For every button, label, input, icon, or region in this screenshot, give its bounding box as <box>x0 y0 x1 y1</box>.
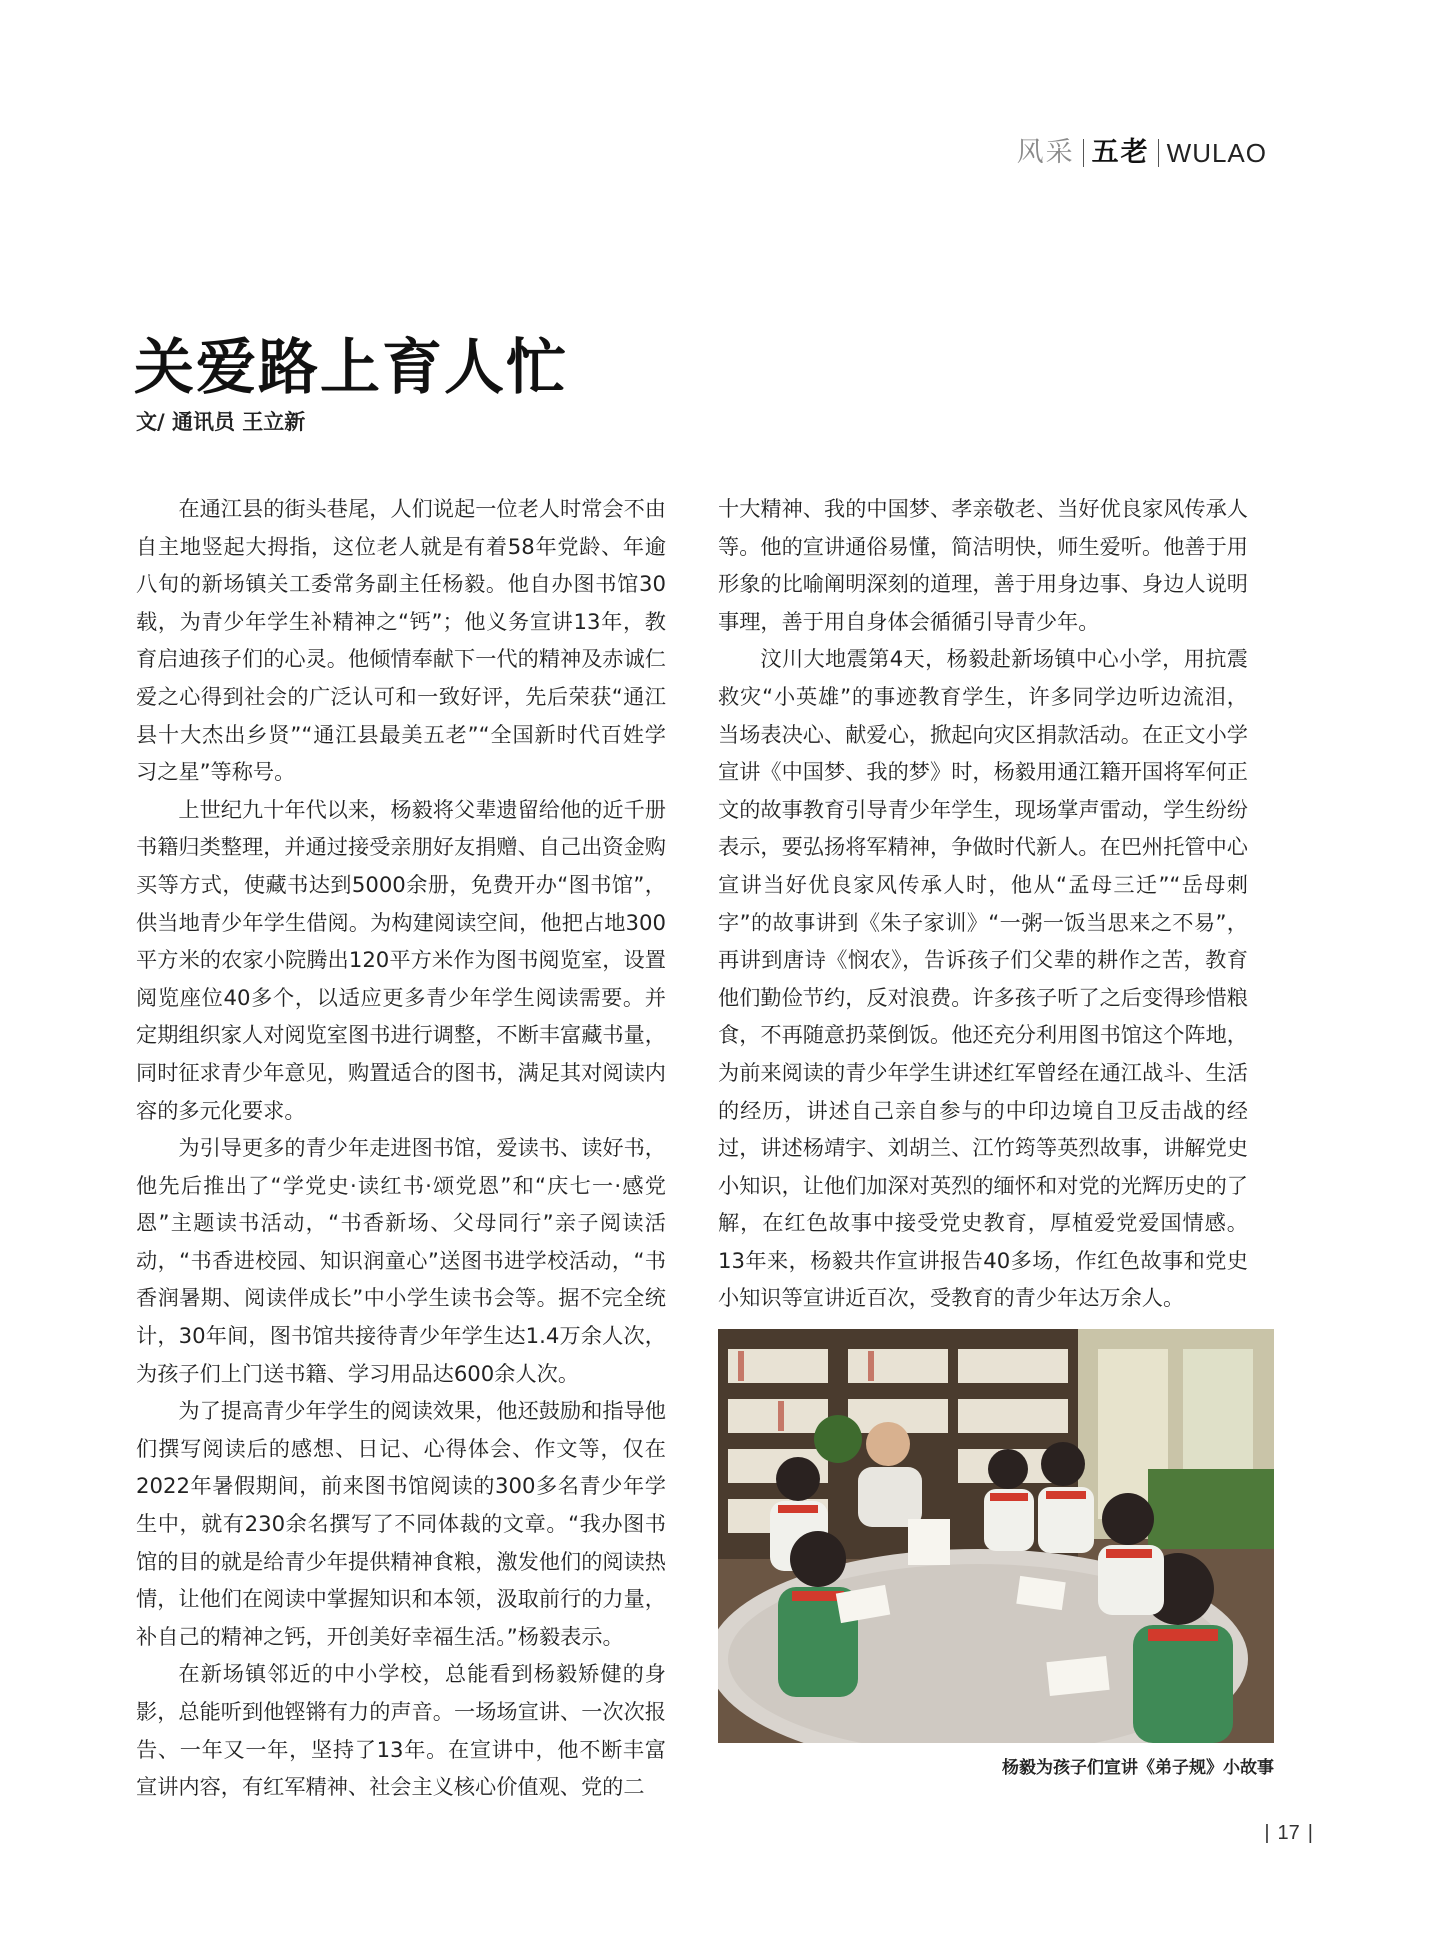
photo-caption: 杨毅为孩子们宣讲《弟子规》小故事 <box>1002 1758 1274 1778</box>
article-paragraph: 为了提高青少年学生的阅读效果，他还鼓励和指导他们撰写阅读后的感想、日记、心得体会、作文等，仅在2022年暑假期间，前来图书馆阅读的300多名青少年学生中，就有230余名撰写了不同体裁的文章。“我办图书馆的目的就是给青少年提供精神食粮，激发他们的阅读热情，让他们在阅读中掌握知识和本领，汲取前行的力量，补自己的精神之钙，开创美好幸福生活。”杨毅表示。 <box>136 1398 666 1649</box>
article-paragraph: 为引导更多的青少年走进图书馆，爱读书、读好书，他先后推出了“学党史·读红书·颂党恩”和“庆七一·感党恩”主题读书活动，“书香新场、父母同行”亲子阅读活动，“书香进校园、知识润童心”送图书进学校活动，“书香润暑期、阅读伴成长”中小学生读书会等。据不完全统计，30年间，图书馆共接待青少年学生达1.4万余人次，为孩子们上门送书籍、学习用品达600余人次。 <box>136 1135 666 1386</box>
article-title: 关爱路上育人忙 <box>134 333 568 403</box>
column-english-label: WULAO <box>1166 138 1267 168</box>
article-paragraph: 在新场镇邻近的中小学校，总能看到杨毅矫健的身影，总能听到他铿锵有力的声音。一场场宣讲、一次次报告、一年又一年，坚持了13年。在宣讲中，他不断丰富宣讲内容，有红军精神、社会主义核心价值观、党的二 <box>136 1661 666 1800</box>
article-byline: 文/ 通讯员 王立新 <box>136 410 306 434</box>
page-number-bar: | <box>1307 1822 1313 1844</box>
article-paragraph: 在通江县的街头巷尾，人们说起一位老人时常会不由自主地竖起大拇指，这位老人就是有着58年党龄、年逾八旬的新场镇关工委常务副主任杨毅。他自办图书馆30载，为青少年学生补精神之“钙”；他义务宣讲13年，教育启迪孩子们的心灵。他倾情奉献下一代的精神及赤诚仁爱之心得到社会的广泛认可和一致好评，先后荣获“通江县十大杰出乡贤”“通江县最美五老”“全国新时代百姓学习之星”等称号。 <box>136 496 666 785</box>
article-left-column <box>136 490 666 1806</box>
column-label: 五老 <box>1091 137 1150 168</box>
page-number-bar: | <box>1264 1822 1270 1844</box>
page-number-value: 17 <box>1277 1822 1300 1844</box>
article-right-column <box>718 490 1248 1317</box>
article-paragraph: 上世纪九十年代以来，杨毅将父辈遗留给他的近千册书籍归类整理，并通过接受亲朋好友捐赠、自己出资金购买等方式，使藏书达到5000余册，免费开办“图书馆”，供当地青少年学生借阅。为构建阅读空间，他把占地300平方米的农家小院腾出120平方米作为图书阅览室，设置阅览座位40多个，以适应更多青少年学生阅读需要。并定期组织家人对阅览室图书进行调整，不断丰富藏书量，同时征求青少年意见，购置适合的图书，满足其对阅读内容的多元化要求。 <box>136 796 666 1123</box>
page-header <box>1017 136 1267 170</box>
header-divider <box>1083 139 1084 167</box>
page-number <box>1264 1822 1313 1845</box>
reading-room-illustration <box>718 1329 1274 1743</box>
article-paragraph: 汶川大地震第4天，杨毅赴新场镇中心小学，用抗震救灾“小英雄”的事迹教育学生，许多同学边听边流泪，当场表决心、献爱心，掀起向灾区捐款活动。在正文小学宣讲《中国梦、我的梦》时，杨毅用通江籍开国将军何正文的故事教育引导青少年学生，现场掌声雷动，学生纷纷表示，要弘扬将军精神，争做时代新人。在巴州托管中心宣讲当好优良家风传承人时，他从“孟母三迁”“岳母刺字”的故事讲到《朱子家训》“一粥一饭当思来之不易”，再讲到唐诗《悯农》，告诉孩子们父辈的耕作之苦，教育他们勤俭节约，反对浪费。许多孩子听了之后变得珍惜粮食，不再随意扔菜倒饭。他还充分利用图书馆这个阵地，为前来阅读的青少年学生讲述红军曾经在通江战斗、生活的经历，讲述自己亲自参与的中印边境自卫反击战的经过，讲述杨靖宇、刘胡兰、江竹筠等英烈故事，讲解党史小知识，让他们加深对英烈的缅怀和对党的光辉历史的了解，在红色故事中接受党史教育，厚植爱党爱国情感。13年来，杨毅共作宣讲报告40多场，作红色故事和党史小知识等宣讲近百次，受教育的青少年达万余人。 <box>718 646 1248 1311</box>
article-paragraph: 十大精神、我的中国梦、孝亲敬老、当好优良家风传承人等。他的宣讲通俗易懂，简洁明快，师生爱听。他善于用形象的比喻阐明深刻的道理，善于用身边事、身边人说明事理，善于用自身体会循循引导青少年。 <box>718 496 1248 634</box>
header-divider <box>1158 139 1159 167</box>
section-label: 风采 <box>1016 137 1075 168</box>
article-photo <box>718 1329 1274 1743</box>
